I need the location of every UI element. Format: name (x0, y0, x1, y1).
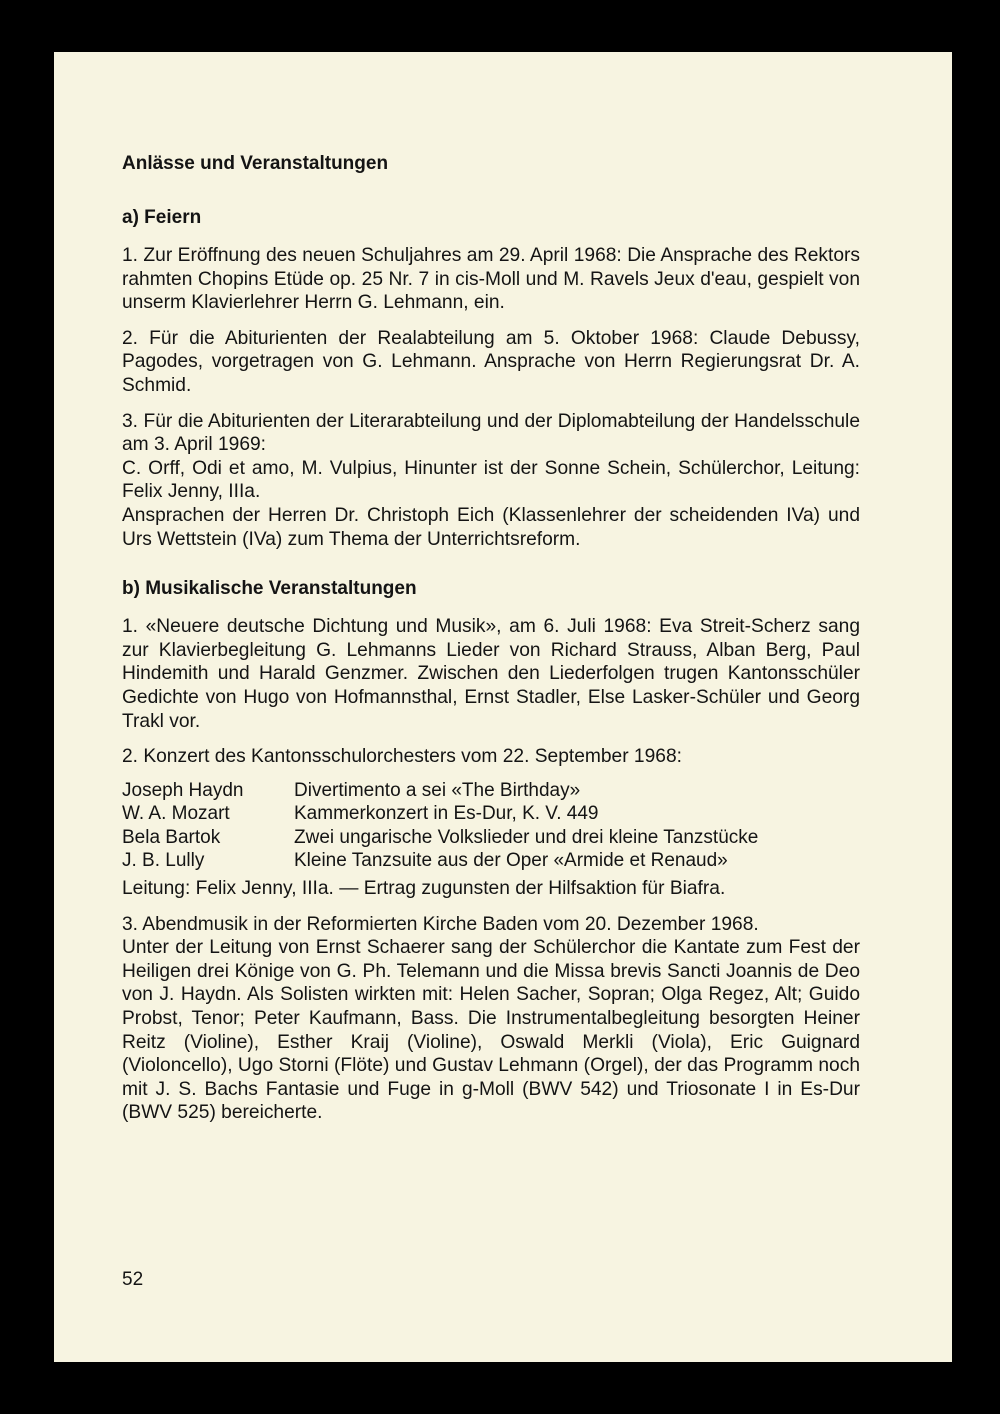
section-b-item-1: 1. «Neuere deutsche Dichtung und Musik», am 6. Juli 1968: Eva Streit-Scherz sang zur Klavierbegleitung G. Lehmanns Lieder von Richard Strauss, Alban Berg, Paul Hindemith und Harald Genzmer. Zwischen den Liederfolgen trugen Kantonsschüler Gedichte von Hugo von Hofmannsthal, Ernst Stadler, Else Lasker-Schüler und Georg Trakl vor. (122, 616, 860, 732)
program-row (122, 826, 860, 850)
section-b-heading: b) Musikalische Veranstaltungen (122, 578, 417, 600)
section-a-item-3-line-1: 3. Für die Abiturienten der Literarabteilung und der Diplomabteilung der Handelsschule am 3. April 1969: (122, 410, 860, 456)
program-row (122, 802, 860, 826)
section-a-item-3-line-2: C. Orff, Odi et amo, M. Vulpius, Hinunter ist der Sonne Schein, Schülerchor, Leitung: Felix Jenny, IIIa. (122, 457, 860, 503)
program-piece: Kleine Tanzsuite aus der Oper «Armide et Renaud» (294, 850, 728, 872)
page-content (122, 152, 860, 1137)
section-b-item-2-leitung: Leitung: Felix Jenny, IIIa. — Ertrag zugunsten der Hilfsaktion für Biafra. (122, 878, 726, 900)
program-row (122, 779, 860, 803)
program-piece: Zwei ungarische Volkslieder und drei kleine Tanzstücke (294, 826, 759, 848)
program-composer: Bela Bartok (122, 826, 221, 848)
program-composer: Joseph Haydn (122, 779, 244, 801)
concert-program (122, 779, 860, 873)
program-composer: J. B. Lully (122, 850, 205, 872)
section-a-item-1: 1. Zur Eröffnung des neuen Schuljahres am 29. April 1968: Die Ansprache des Rektors rahmten Chopins Etüde op. 25 Nr. 7 in cis-Moll und M. Ravels Jeux d'eau, gespielt von unserm Klavierlehrer Herrn G. Lehmann, ein. (122, 245, 860, 314)
section-a-heading: a) Feiern (122, 207, 202, 228)
program-composer: W. A. Mozart (122, 803, 230, 825)
page-number: 52 (122, 1269, 144, 1290)
section-b-item-2-intro: 2. Konzert des Kantonsschulorchesters vom 22. September 1968: (122, 746, 682, 768)
program-piece: Kammerkonzert in Es-Dur, K. V. 449 (294, 803, 599, 825)
program-piece: Divertimento a sei «The Birthday» (294, 779, 581, 801)
page-title: Anlässe und Veranstaltungen (122, 153, 389, 174)
program-row (122, 849, 860, 873)
document-page (54, 52, 952, 1362)
section-b-item-3-line-1: 3. Abendmusik in der Reformierten Kirche Baden vom 20. Dezember 1968. (122, 913, 759, 935)
section-a-item-3-line-3: Ansprachen der Herren Dr. Christoph Eich (Klassenlehrer der scheidenden IVa) und Urs Wettstein (IVa) zum Thema der Unterrichtsreform. (122, 504, 860, 550)
section-b-item-3-line-2: Unter der Leitung von Ernst Schaerer sang der Schülerchor die Kantate zum Fest der Heiligen drei Könige von G. Ph. Telemann und die Missa brevis Sancti Joannis de Deo von J. Haydn. Als Solisten wirkten mit: Helen Sacher, Sopran; Olga Regez, Alt; Guido Probst, Tenor; Peter Kaufmann, Bass. Die Instrumentalbegleitung besorgten Heiner Reitz (Violine), Esther Kraij (Violine), Oswald Merkli (Viola), Eric Guignard (Violoncello), Ugo Storni (Flöte) und Gustav Lehmann (Orgel), der das Programm noch mit J. S. Bachs Fantasie und Fuge in g-Moll (BWV 542) und Triosonate I in Es-Dur (BWV 525) bereicherte. (122, 937, 860, 1124)
section-a-item-2: 2. Für die Abiturienten der Realabteilung am 5. Oktober 1968: Claude Debussy, Pagodes, vorgetragen von G. Lehmann. Ansprache von Herrn Regierungsrat Dr. A. Schmid. (122, 327, 860, 396)
